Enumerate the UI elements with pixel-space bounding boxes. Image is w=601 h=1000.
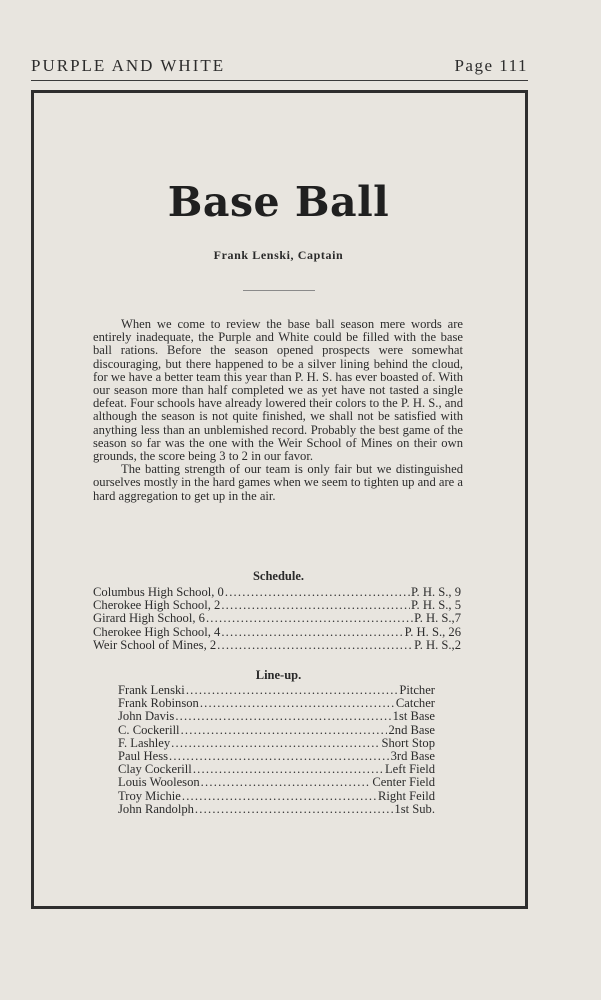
page-number: Page 111 <box>454 56 528 75</box>
lineup-row <box>118 710 435 723</box>
dot-leader <box>195 803 393 816</box>
player-position: Short Stop <box>381 735 435 750</box>
player-position: Right Feild <box>377 788 435 803</box>
lineup-heading: Line-up. <box>255 668 302 682</box>
dot-leader <box>200 697 395 710</box>
header-rule <box>31 80 528 81</box>
dot-leader <box>201 776 372 789</box>
schedule-heading: Schedule. <box>252 569 305 583</box>
lineup-row <box>118 776 435 789</box>
player-name: John Davis <box>118 709 175 724</box>
player-name: Clay Cockerill <box>118 762 192 777</box>
player-name: Louis Wooleson <box>118 775 200 790</box>
dot-leader <box>225 586 410 599</box>
dot-leader <box>221 626 403 639</box>
lineup-row <box>118 737 435 750</box>
player-position: Catcher <box>395 696 435 711</box>
player-position: 1st Sub. <box>394 801 435 816</box>
schedule-result: P. H. S., 5 <box>410 598 461 613</box>
player-name: John Randolph <box>118 801 194 816</box>
lineup-row <box>118 803 435 816</box>
dot-leader <box>221 599 410 612</box>
schedule-opponent: Cherokee High School, 2 <box>93 598 221 613</box>
player-position: 3rd Base <box>390 748 435 763</box>
schedule-result: P. H. S.,7 <box>414 611 461 626</box>
dot-leader <box>186 684 399 697</box>
article-byline: Frank Lenski, Captain <box>213 248 344 262</box>
dot-leader <box>175 710 391 723</box>
schedule-opponent: Cherokee High School, 4 <box>93 624 221 639</box>
article-title: Base Ball <box>167 178 390 226</box>
dot-leader <box>181 724 388 737</box>
dot-leader <box>182 790 377 803</box>
publication-title: PURPLE AND WHITE <box>31 56 226 75</box>
body-paragraph: When we come to review the base ball season mere words are entirely inadequate, the Purple and White could be filled with the base ball rations. Before the season opened prospects were somewhat discouraging, but there happened to be a silver lining behind the cloud, for we have a better team this year than P. H. S. has ever boasted of. With our season more than half completed we as yet have not tasted a single defeat. Four schools have already lowered their colors to the P. H. S., and although the season is not quite finished, we shall not be satisfied with anything less than an unblemished record. Probably the best game of the season so far was the one with the Weir School of Mines on their own grounds, the score being 3 to 2 in our favor. <box>93 317 463 464</box>
lineup-row <box>118 790 435 803</box>
running-header <box>31 56 528 78</box>
schedule-opponent: Columbus High School, 0 <box>93 585 224 599</box>
player-position: Center Field <box>372 775 435 790</box>
schedule-opponent: Weir School of Mines, 2 <box>93 637 217 652</box>
schedule-row <box>93 626 461 639</box>
title-divider <box>243 290 315 291</box>
schedule-list <box>93 586 461 652</box>
schedule-result: P. H. S.,2 <box>414 637 461 652</box>
schedule-result: P. H. S., 9 <box>410 585 461 599</box>
player-position: 1st Base <box>392 709 435 724</box>
player-position: 2nd Base <box>388 722 435 737</box>
dot-leader <box>171 737 380 750</box>
player-name: C. Cockerill <box>118 722 180 737</box>
dot-leader <box>206 612 413 625</box>
player-position: Pitcher <box>399 683 435 697</box>
player-position: Left Field <box>384 762 435 777</box>
player-name: F. Lashley <box>118 735 171 750</box>
schedule-row <box>93 639 461 652</box>
schedule-opponent: Girard High School, 6 <box>93 611 205 626</box>
article-body <box>93 318 463 503</box>
dot-leader <box>193 763 384 776</box>
schedule-row <box>93 612 461 625</box>
player-name: Frank Robinson <box>118 696 199 711</box>
player-name: Troy Michie <box>118 788 181 803</box>
dot-leader <box>169 750 390 763</box>
body-paragraph: The batting strength of our team is only fair but we distinguished ourselves mostly in the hard games when we seem to tighten up and are a hard aggregation to get up in the air. <box>93 462 464 503</box>
player-name: Paul Hess <box>118 748 169 763</box>
lineup-list <box>118 684 435 816</box>
dot-leader <box>217 639 413 652</box>
player-name: Frank Lenski <box>118 683 185 697</box>
lineup-row <box>118 724 435 737</box>
schedule-result: P. H. S., 26 <box>404 624 461 639</box>
